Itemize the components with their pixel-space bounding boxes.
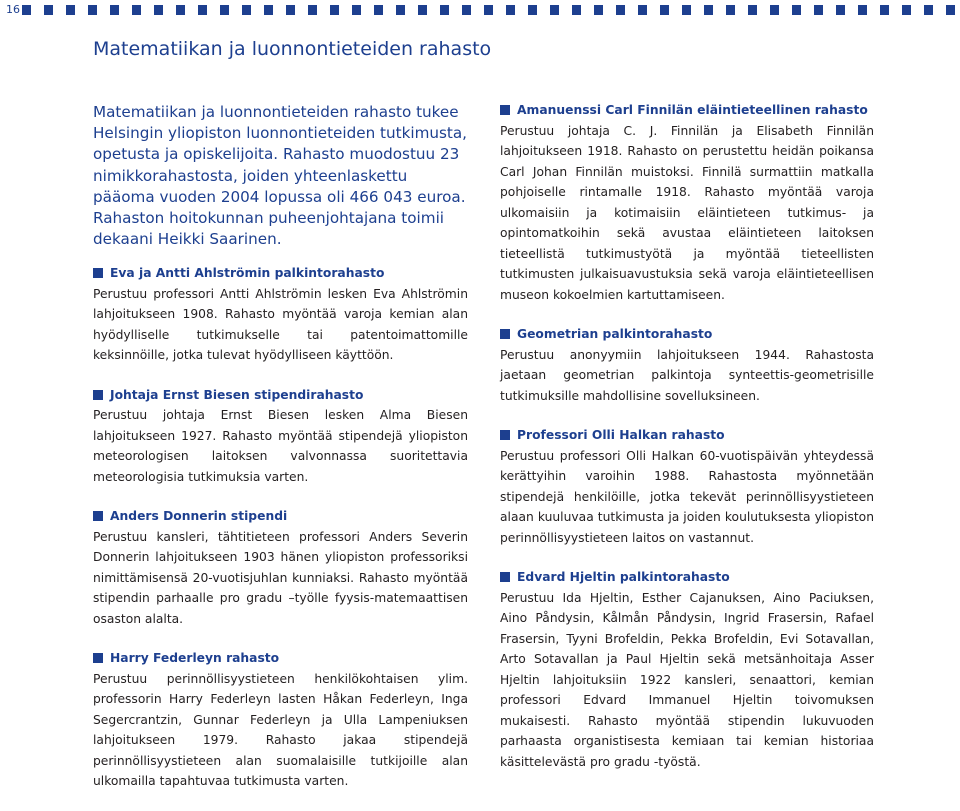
section-heading-text: Edvard Hjeltin palkintorahasto (517, 570, 730, 584)
section-body: Perustuu johtaja Ernst Biesen lesken Alma Biesen lahjoitukseen 1927. Rahasto myöntää stipendejä yliopiston meteorologisen laitoksen valvonnassa suoritettavia meteorologisia tutkimuksia varten. (93, 408, 468, 484)
section-heading (500, 567, 874, 588)
left-column (93, 263, 468, 811)
section-heading-text: Amanuenssi Carl Finnilän eläintieteellinen rahasto (517, 103, 868, 117)
fund-section (500, 425, 874, 548)
square-bullet-icon (500, 329, 510, 339)
decorative-square-strip (22, 5, 960, 15)
fund-section (500, 100, 874, 305)
section-heading (500, 100, 874, 121)
top-bar (0, 0, 960, 22)
square-bullet-icon (500, 572, 510, 582)
section-heading (93, 506, 468, 527)
square-bullet-icon (500, 105, 510, 115)
section-heading-text: Johtaja Ernst Biesen stipendirahasto (110, 387, 364, 402)
section-heading (500, 425, 874, 446)
section-body: Perustuu anonyymiin lahjoitukseen 1944. Rahastosta jaetaan geometrian palkintoja synteettis-geometrisille tutkimuksille mahdollisine sovelluksineen. (500, 347, 874, 403)
fund-section (500, 567, 874, 772)
fund-section (93, 648, 468, 792)
section-heading-text: Anders Donnerin stipendi (110, 509, 288, 523)
section-heading (500, 324, 874, 345)
section-body: Perustuu professori Antti Ahlströmin lesken Eva Ahlströmin lahjoitukseen 1908. Rahasto myöntää varoja kemian alan hyödylliselle tutkimukselle tai patentoimattomille keksinnöille, jotka tulevat hyödylliseen käyttöön. (93, 286, 468, 362)
square-bullet-icon (93, 268, 103, 278)
page-title: Matematiikan ja luonnontieteiden rahasto (93, 38, 492, 60)
square-bullet-icon (500, 430, 510, 440)
fund-section (500, 324, 874, 406)
square-bullet-icon (93, 390, 103, 400)
section-heading-text: Geometrian palkintorahasto (517, 327, 713, 341)
section-heading (93, 385, 468, 406)
section-body: Perustuu kansleri, tähtitieteen professori Anders Severin Donnerin lahjoitukseen 1903 hänen yliopiston professoriksi nimittämisensä 20-vuotisjuhlan kunniaksi. Rahasto myöntää stipendin parhaalle pro gradu –työlle fyysis-matemaattisen osaston alalta. (93, 529, 468, 626)
square-bullet-icon (93, 653, 103, 663)
section-heading-text: Harry Federleyn rahasto (110, 651, 280, 665)
fund-section (93, 506, 468, 629)
section-heading (93, 263, 468, 284)
right-column (500, 100, 874, 791)
section-heading-text: Eva ja Antti Ahlströmin palkintorahasto (110, 266, 385, 280)
section-heading (93, 648, 468, 669)
section-body: Perustuu Ida Hjeltin, Esther Cajanuksen, Aino Paciuksen, Aino Påndysin, Kålmån Påndysin, Ingrid Frasersin, Rafael Frasersin, Tyyni Brofeldin, Pekka Brofeldin, Evi Sotavallan, Arto Sotavallan ja Paul Hjeltin sekä metsänhoitaja Asser Hjeltin lahjoituksiin 1922 kansleri, senaattori, kemian professori Edvard Immanuel Hjeltin toivomuksen mukaisesti. Rahasto myöntää stipendin lukuvuoden parhaasta organistisesta kemiaan tai kemian historiaa käsittelevästä pro gradu -työstä. (500, 590, 874, 769)
section-body: Perustuu perinnöllisyystieteen henkilökohtaisen ylim. professorin Harry Federleyn lasten Håkan Federleyn, Inga Segercrantzin, Gunnar Federleyn ja Ulla Lampeniuksen lahjoitukseen 1979. Rahasto jakaa stipendejä perinnöllisyystieteen alan suomalaisille tutkijoille alan ulkomailla tapahtuvaa tutkimusta varten. (93, 671, 468, 788)
fund-section (93, 263, 468, 366)
section-body: Perustuu johtaja C. J. Finnilän ja Elisabeth Finnilän lahjoitukseen 1918. Rahasto on perustettu heidän poikansa Carl Johan Finnilän muistoksi. Finnilä surmattiin matkalla pohjoiselle rintamalle 1918. Rahasto myöntää varoja ulkomaisiin ja kotimaisiin eläintieteen tutkimus- ja opintomatkoihin sekä avustaa eläintieteen laitoksen tieteellistä tutkimustyötä ja myöntää tieteellisten tutkimusten julkaisuavustuksia sekä varoja eläintieteellisen museon kokoelmien kartuttamiseen. (500, 123, 874, 302)
fund-section (93, 385, 468, 488)
page-number: 16 (6, 3, 20, 16)
square-bullet-icon (93, 511, 103, 521)
section-heading-text: Professori Olli Halkan rahasto (517, 428, 725, 442)
intro-paragraph: Matematiikan ja luonnontieteiden rahasto tukee Helsingin yliopiston luonnontieteiden tutkimusta, opetusta ja opiskelijoita. Rahasto muodostuu 23 nimikkorahastosta, joiden yhteenlaskettu pääoma vuoden 2004 lopussa oli 466 043 euroa. Rahaston hoitokunnan puheenjohtajana toimii dekaani Heikki Saarinen. (93, 103, 467, 249)
section-body: Perustuu professori Olli Halkan 60-vuotispäivän yhteydessä kerättyihin varoihin 1988. Rahastosta myönnetään stipendejä henkilöille, jotka tekevät perinnöllisyystieteen alaan kuuluvaa tutkimusta ja joiden koulutuksesta yliopiston perinnöllisyystieteen laitos on vastannut. (500, 448, 874, 545)
